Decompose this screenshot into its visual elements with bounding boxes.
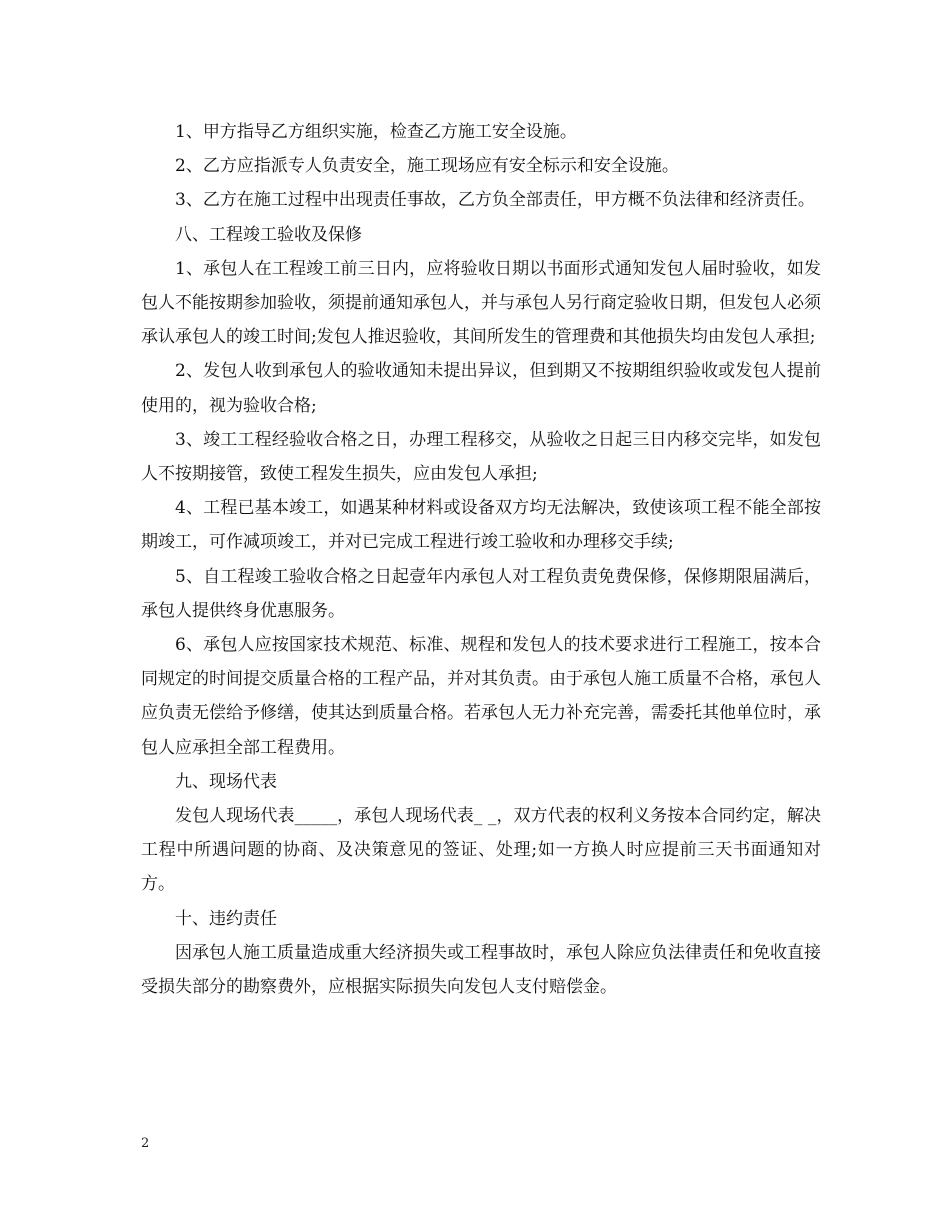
clause-9-body: 发包人现场代表_____，承包人现场代表_ _，双方代表的权利义务按本合同约定，解决工程中所遇问题的协商、及决策意见的签证、处理;如一方换人时应提前三天书面通知对方。 bbox=[141, 806, 821, 895]
clause-8-5: 5、自工程竣工验收合格之日起壹年内承包人对工程负责免费保修，保修期限届满后，承包人提供终身优惠服务。 bbox=[141, 566, 821, 621]
section-heading-8: 八、工程竣工验收及保修 bbox=[175, 224, 362, 245]
section-heading-10: 十、违约责任 bbox=[175, 908, 277, 929]
clause-8-3: 3、竣工工程经验收合格之日，办理工程移交，从验收之日起三日内移交完毕，如发包人不按期接管，致使工程发生损失，应由发包人承担; bbox=[141, 429, 821, 485]
section-heading-9: 九、现场代表 bbox=[175, 771, 277, 792]
clause-7-2: 2、乙方应指派专人负责安全，施工现场应有安全标示和安全设施。 bbox=[175, 156, 679, 177]
page-number: 2 bbox=[141, 1136, 150, 1151]
clause-10-body: 因承包人施工质量造成重大经济损失或工程事故时，承包人除应负法律责任和免收直接受损失部分的勘察费外，应根据实际损失向发包人支付赔偿金。 bbox=[141, 942, 821, 998]
clause-7-1: 1、甲方指导乙方组织实施，检查乙方施工安全设施。 bbox=[175, 122, 577, 142]
clause-7-3: 3、乙方在施工过程中出现责任事故，乙方负全部责任，甲方概不负法律和经济责任。 bbox=[175, 190, 815, 211]
clause-8-2: 2、发包人收到承包人的验收通知未提出异议，但到期又不按期组织验收或发包人提前使用的，视为验收合格; bbox=[141, 361, 821, 416]
document-body bbox=[141, 115, 821, 1004]
clause-8-4: 4、工程已基本竣工，如遇某种材料或设备双方均无法解决，致使该项工程不能全部按期竣工，可作减项竣工，并对已完成工程进行竣工验收和办理移交手续; bbox=[141, 498, 821, 553]
clause-8-6: 6、承包人应按国家技术规范、标准、规程和发包人的技术要求进行工程施工，按本合同规定的时间提交质量合格的工程产品，并对其负责。由于承包人施工质量不合格，承包人应负责无偿给予修缮，使其达到质量合格。若承包人无力补充完善，需委托其他单位时，承包人应承担全部工程费用。 bbox=[141, 635, 821, 758]
clause-8-1: 1、承包人在工程竣工前三日内，应将验收日期以书面形式通知发包人届时验收，如发包人不能按期参加验收，须提前通知承包人，并与承包人另行商定验收日期，但发包人必须承认承包人的竣工时间;发包人推迟验收，其间所发生的管理费和其他损失均由发包人承担; bbox=[141, 258, 821, 348]
